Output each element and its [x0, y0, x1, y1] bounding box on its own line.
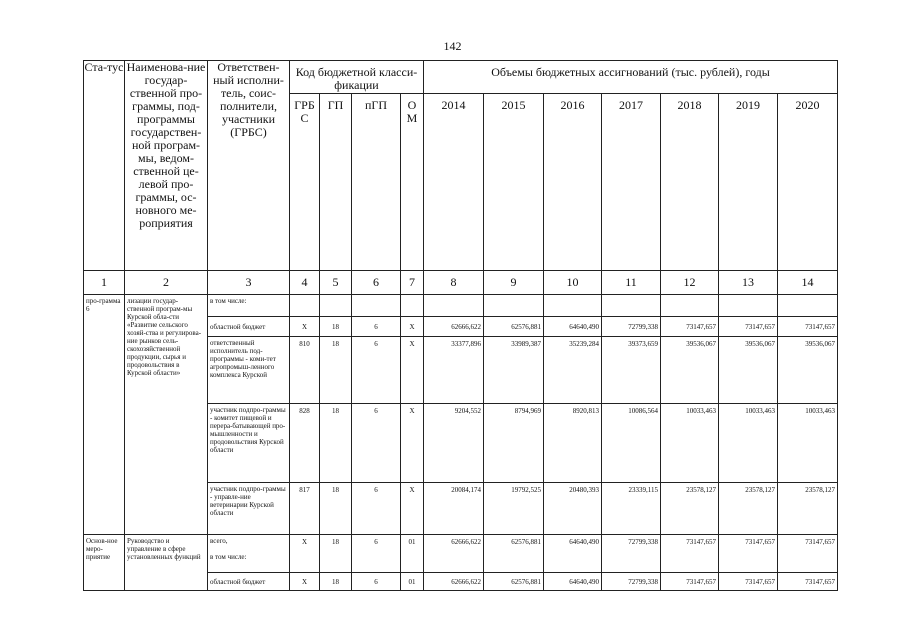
value-cell: 10033,463: [719, 404, 778, 483]
gp-cell: 18: [320, 483, 352, 535]
header-year: 2014: [424, 94, 484, 271]
value-cell: 62576,881: [484, 573, 544, 591]
value-cell: 8794,969: [484, 404, 544, 483]
grbs-cell: 810: [290, 337, 320, 404]
gp-cell: 18: [320, 317, 352, 337]
value-cell: 72799,338: [602, 573, 661, 591]
header-executor: Ответствен-ный исполни-тель, соис-полнители, участники (ГРБС): [208, 61, 290, 271]
page-number: 142: [443, 39, 462, 53]
value-cell: 73147,657: [719, 573, 778, 591]
header-year: 2020: [778, 94, 838, 271]
grbs-cell: X: [290, 573, 320, 591]
value-cell: 62666,622: [424, 535, 484, 573]
value-cell: 72799,338: [602, 317, 661, 337]
budget-table: [83, 60, 838, 591]
column-number: 9: [484, 271, 544, 295]
header-year: 2016: [544, 94, 602, 271]
om-cell: X: [401, 404, 424, 483]
column-number: 8: [424, 271, 484, 295]
value-cell: 10086,564: [602, 404, 661, 483]
value-cell: 10033,463: [778, 404, 838, 483]
header-year: 2015: [484, 94, 544, 271]
column-number: 10: [544, 271, 602, 295]
value-cell: 23578,127: [778, 483, 838, 535]
value-cell: 10033,463: [661, 404, 719, 483]
value-cell: 23578,127: [719, 483, 778, 535]
value-cell: 39536,067: [661, 337, 719, 404]
status-cell: про-грамма 6: [84, 295, 125, 535]
value-cell: 33989,387: [484, 337, 544, 404]
value-cell: 73147,657: [661, 535, 719, 573]
value-cell: 73147,657: [778, 317, 838, 337]
pgp-cell: 6: [352, 535, 401, 573]
gp-cell: 18: [320, 573, 352, 591]
header-pgp: пГП: [352, 94, 401, 271]
pgp-cell: 6: [352, 317, 401, 337]
header-om: О М: [401, 94, 424, 271]
header-status: Ста-тус: [84, 61, 125, 271]
value-cell: 33377,896: [424, 337, 484, 404]
value-cell: 23339,115: [602, 483, 661, 535]
om-cell: 01: [401, 573, 424, 591]
om-cell: 01: [401, 535, 424, 573]
header-budget-code: Код бюджетной класси-фикации: [290, 61, 424, 94]
value-cell: 19792,525: [484, 483, 544, 535]
header-name: Наименова-ние государ-ственной про-граммы, под-программы государствен-ной програм-мы, ведом-ственной це-левой про-граммы, ос-новного ме-роприятия: [125, 61, 208, 271]
value-cell: 39536,067: [778, 337, 838, 404]
value-cell: 72799,338: [602, 535, 661, 573]
column-number: 11: [602, 271, 661, 295]
executor-cell: в том числе:: [208, 295, 290, 317]
grbs-cell: 817: [290, 483, 320, 535]
header-year: 2018: [661, 94, 719, 271]
executor-including-label: в том числе:: [210, 553, 247, 561]
value-cell: 64640,490: [544, 317, 602, 337]
table-row: [84, 295, 838, 317]
om-cell: X: [401, 483, 424, 535]
value-cell: 62666,622: [424, 573, 484, 591]
header-budget-volumes: Объемы бюджетных ассигнований (тыс. рублей), годы: [424, 61, 838, 94]
value-cell: 73147,657: [661, 573, 719, 591]
column-number: 1: [84, 271, 125, 295]
header-gp: ГП: [320, 94, 352, 271]
name-cell: Руководство и управление в сфере установленных функций: [125, 535, 208, 591]
name-cell: лизации государ-ственной програм-мы Курской обла-сти «Развитие сельского хозяй-ства и регулирова-ние рынков сель-скохозяйственной продукции, сырья и продовольствия в Курской области»: [125, 295, 208, 535]
gp-cell: 18: [320, 337, 352, 404]
column-number: 6: [352, 271, 401, 295]
column-number: 12: [661, 271, 719, 295]
value-cell: 8920,813: [544, 404, 602, 483]
pgp-cell: 6: [352, 573, 401, 591]
value-cell: 62576,881: [484, 317, 544, 337]
executor-total-label: всего,: [210, 537, 228, 545]
column-number: 3: [208, 271, 290, 295]
value-cell: 62576,881: [484, 535, 544, 573]
value-cell: 62666,622: [424, 317, 484, 337]
grbs-cell: X: [290, 535, 320, 573]
value-cell: 73147,657: [778, 573, 838, 591]
gp-cell: 18: [320, 535, 352, 573]
table-row: [84, 535, 838, 573]
executor-cell: [208, 535, 290, 573]
header-year: 2017: [602, 94, 661, 271]
value-cell: 73147,657: [719, 535, 778, 573]
value-cell: 39373,659: [602, 337, 661, 404]
header-grbs: ГРБ С: [290, 94, 320, 271]
executor-cell: участник подпро-граммы - управле-ние ветеринарии Курской области: [208, 483, 290, 535]
value-cell: 39536,067: [719, 337, 778, 404]
om-cell: X: [401, 337, 424, 404]
pgp-cell: 6: [352, 483, 401, 535]
value-cell: 20084,174: [424, 483, 484, 535]
column-number: 14: [778, 271, 838, 295]
value-cell: 20480,393: [544, 483, 602, 535]
column-number: 7: [401, 271, 424, 295]
value-cell: 73147,657: [778, 535, 838, 573]
value-cell: 9204,552: [424, 404, 484, 483]
column-number: 5: [320, 271, 352, 295]
value-cell: 35239,284: [544, 337, 602, 404]
executor-cell: ответственный исполнитель под-программы - коми-тет агропромыш-ленного комплекса Курской: [208, 337, 290, 404]
executor-cell: участник подпро-граммы - комитет пищевой и перера-батывающей про-мышленности и продовольствия Курской области: [208, 404, 290, 483]
pgp-cell: 6: [352, 404, 401, 483]
gp-cell: 18: [320, 404, 352, 483]
value-cell: 23578,127: [661, 483, 719, 535]
executor-cell: областной бюджет: [208, 573, 290, 591]
column-number: 2: [125, 271, 208, 295]
grbs-cell: X: [290, 317, 320, 337]
executor-cell: областной бюджет: [208, 317, 290, 337]
status-cell: Основ-ное меро-приятие: [84, 535, 125, 591]
pgp-cell: 6: [352, 337, 401, 404]
column-number: 13: [719, 271, 778, 295]
value-cell: 73147,657: [719, 317, 778, 337]
value-cell: 64640,490: [544, 535, 602, 573]
om-cell: X: [401, 317, 424, 337]
header-year: 2019: [719, 94, 778, 271]
column-number: 4: [290, 271, 320, 295]
value-cell: 73147,657: [661, 317, 719, 337]
value-cell: 64640,490: [544, 573, 602, 591]
grbs-cell: 828: [290, 404, 320, 483]
